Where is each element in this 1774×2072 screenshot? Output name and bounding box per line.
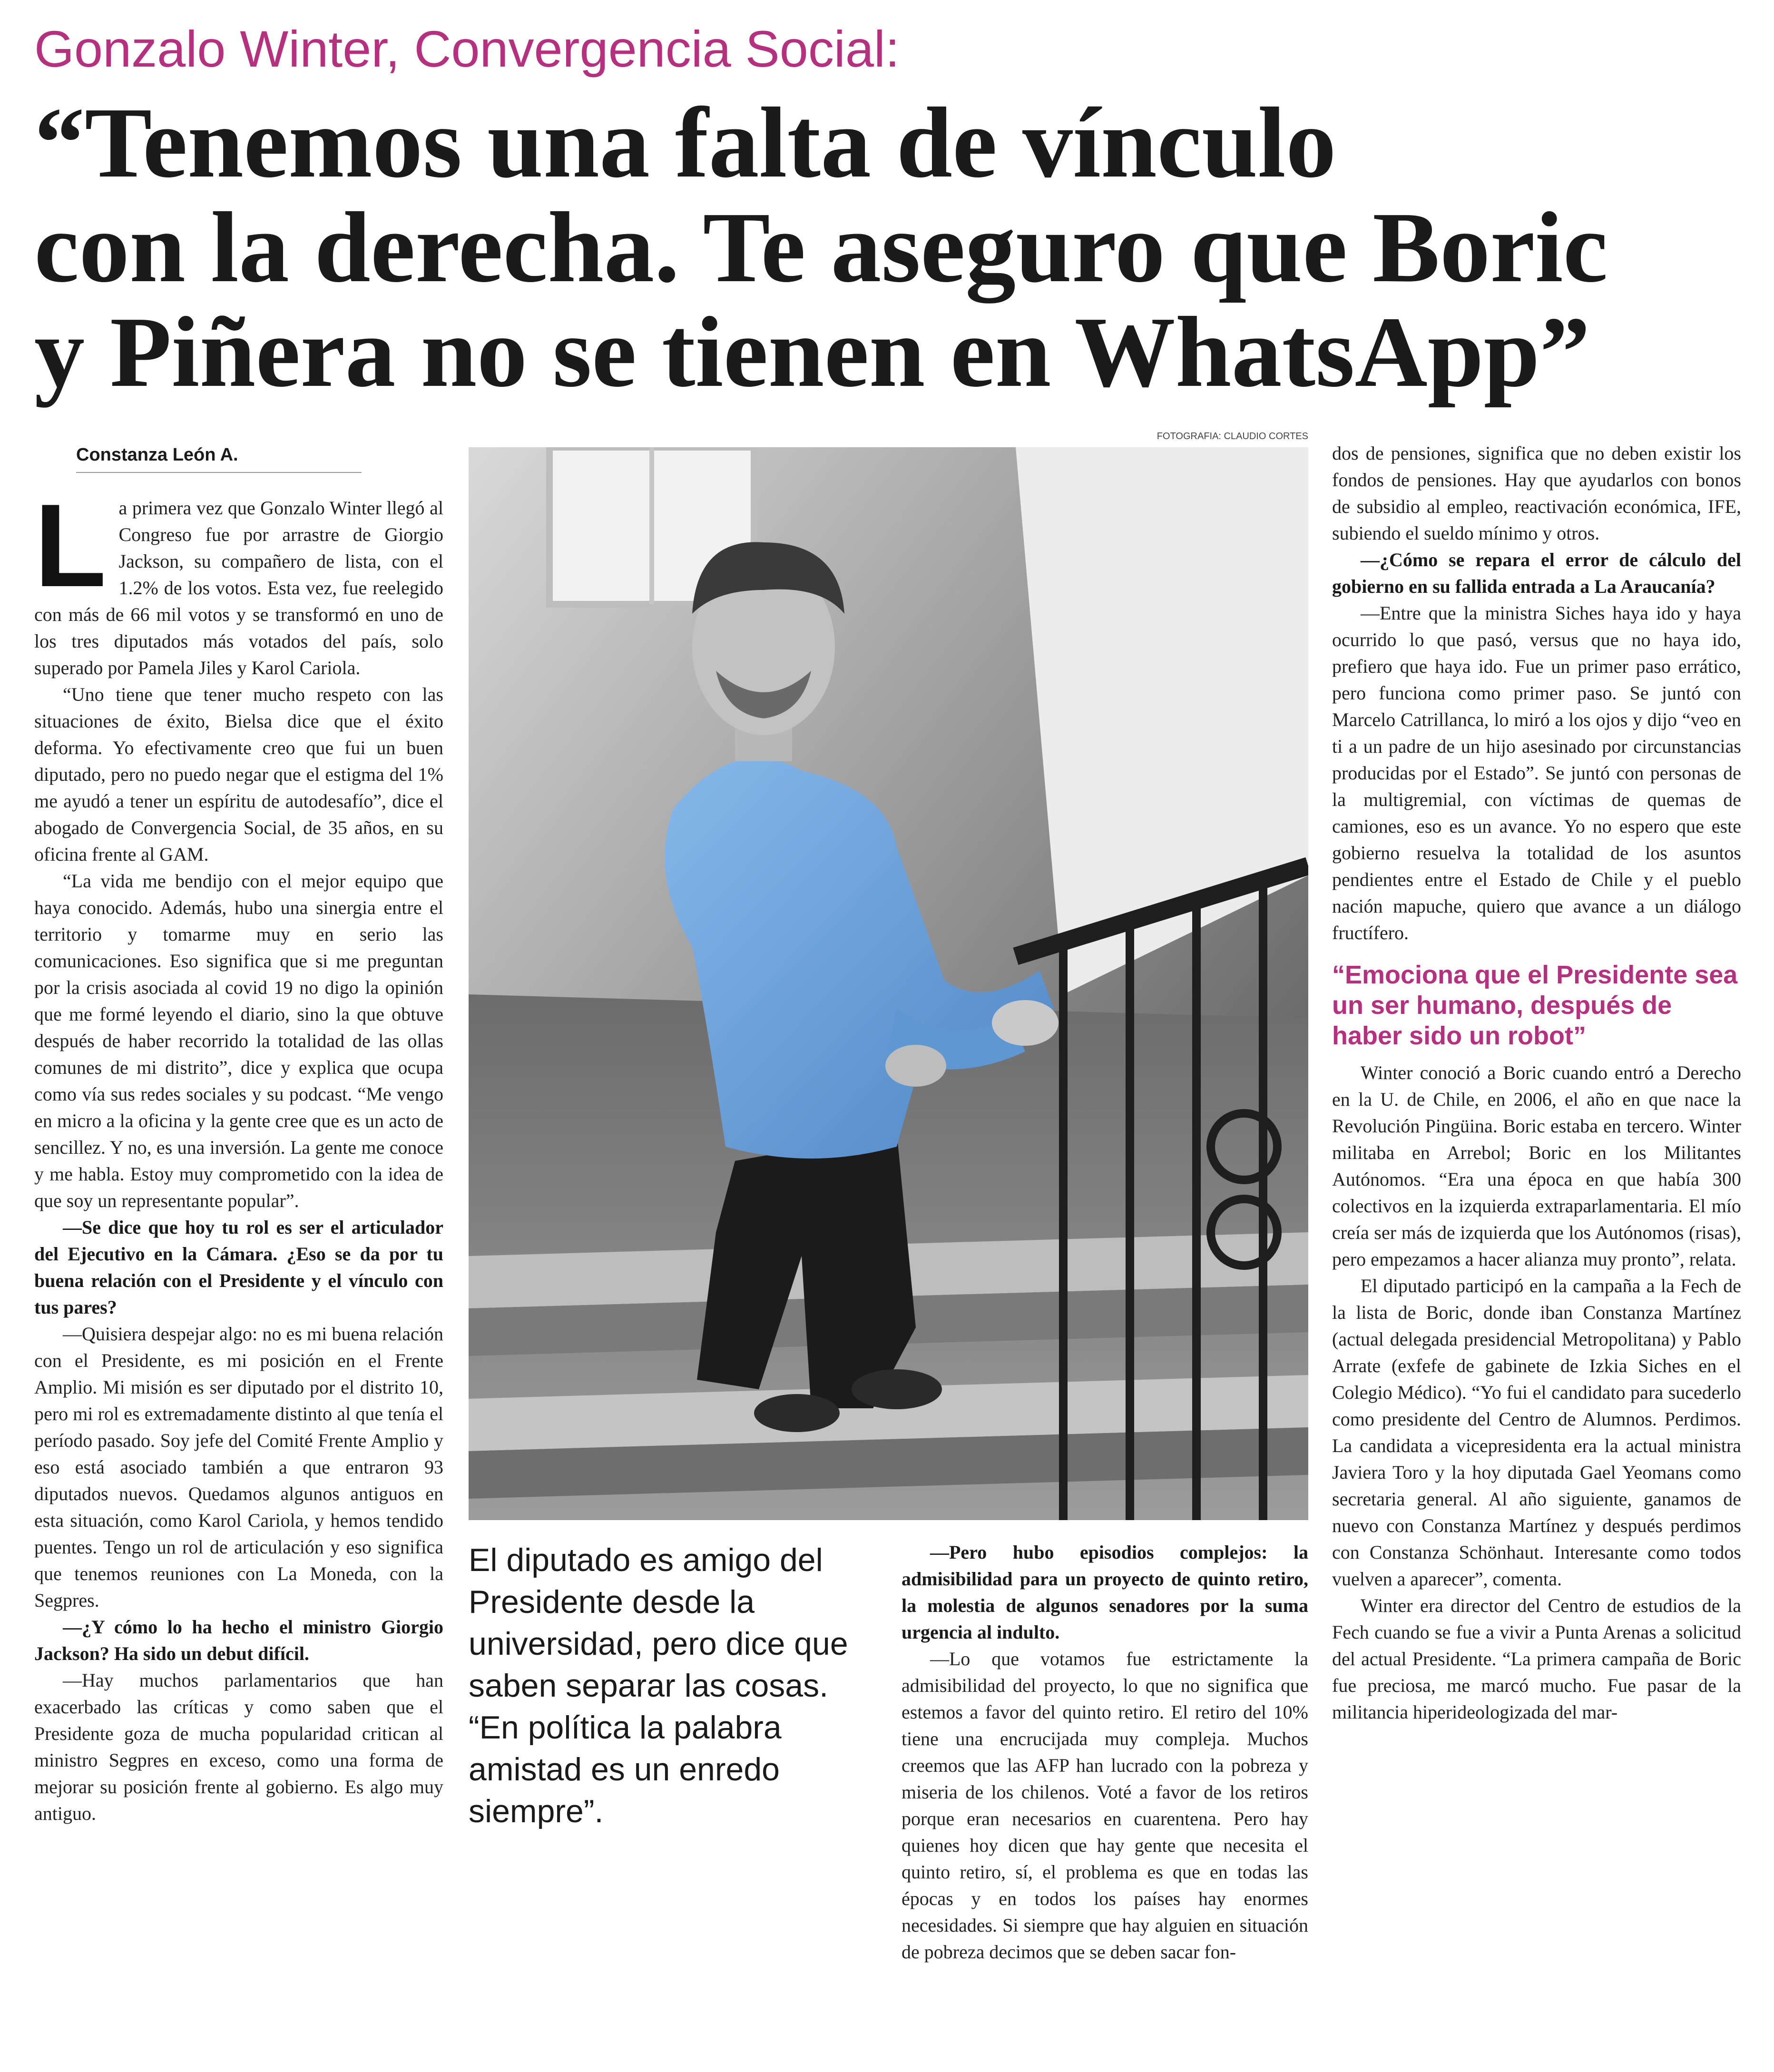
headline-line: “Tenemos una falta de vínculo bbox=[34, 87, 1336, 198]
pull-quote: El diputado es amigo del Presidente desde la universidad, pero dice que saben separar las cosas. “En política la palabra amistad es un enredo siempre”. bbox=[469, 1542, 848, 1829]
article-kicker: Gonzalo Winter, Convergencia Social: bbox=[34, 20, 900, 78]
interview-answer: —Entre que la ministra Siches haya ido y haya ocurrido lo que pasó, versus que no haya ido, prefiero que haya ido. Fue un primer paso errático, pero funciona como primer paso. Se juntó con Marcelo Catrillanca, lo miró a los ojos y dijo “veo en ti a un padre de un hijo asesinado por circunstancias producidas por el Estado”. Se juntó con personas de la multigremial, con víctimas de quemas de camiones, eso es un avance. Yo no espero que este gobierno resuelva la totalidad de los asuntos pendientes entre el Estado de Chile y el pueblo nación mapuche, quiero que avance a un diálogo fructífero. bbox=[1332, 602, 1741, 943]
lead-paragraph bbox=[34, 479, 443, 681]
column-2 bbox=[902, 1539, 1308, 1965]
body-paragraph: Winter era director del Centro de estudios de la Fech cuando se fue a vivir a Punta Arenas a solicitud del actual Presidente. “La primera campaña de Boric fue preciosa, me marcó mucho. Fue pasar de la militancia hiperideologizada del mar- bbox=[1332, 1595, 1741, 1723]
body-paragraph: dos de pensiones, significa que no deben existir los fondos de pensiones. Hay que ayudarlos con bonos de subsidio al empleo, reactivación económica, IFE, subiendo el sueldo mínimo y otros. bbox=[1332, 442, 1741, 544]
headline-line: y Piñera no se tienen en WhatsApp” bbox=[34, 296, 1590, 408]
column-3 bbox=[1332, 440, 1741, 1726]
column-1 bbox=[34, 479, 443, 1827]
article-headline bbox=[34, 87, 1756, 408]
photo-portrait bbox=[469, 447, 1308, 1520]
body-paragraph: “La vida me bendijo con el mejor equipo que haya conocido. Además, hubo una sinergia entre el territorio y tomarme muy en serio las comunicaciones. Eso significa que si me preguntan por la crisis asociada al covid 19 no digo la opinión que me formé leyendo el diario, sino la que obtuve después de haber recorrido la totalidad de las ollas comunes de mi distrito”, dice y explica que ocupa como vía sus redes sociales y su podcast. “Me vengo en micro a la oficina y la gente cree que es un acto de sencillez. Y no, es una inversión. La gente me conoce y me habla. Estoy muy comprometido con la idea de que soy un representante popular”. bbox=[34, 870, 443, 1211]
article-photo bbox=[469, 447, 1308, 1520]
photo-credit: FOTOGRAFIA: CLAUDIO CORTES bbox=[1157, 431, 1308, 442]
interview-question: —Se dice que hoy tu rol es ser el articulador del Ejecutivo en la Cámara. ¿Eso se da por tu buena relación con el Presidente y el vínculo con tus pares? bbox=[34, 1217, 443, 1318]
drop-cap: L bbox=[34, 479, 107, 611]
section-subhead: “Emociona que el Presidente sea un ser humano, después de haber sido un robot” bbox=[1332, 961, 1738, 1050]
interview-answer: —Hay muchos parlamentarios que han exacerbado las críticas y como saben que el Presidente goza de mucha popularidad critican al ministro Segpres en exceso, como una forma de mejorar su posición frente al gobierno. Es algo muy antiguo. bbox=[34, 1669, 443, 1824]
interview-answer: —Quisiera despejar algo: no es mi buena relación con el Presidente, es mi posición en el Frente Amplio. Mi misión es ser diputado por el distrito 10, pero mi rol es extremadamente distinto al que tenía el período pasado. Soy jefe del Comité Frente Amplio y eso está asociado también a que entraron 93 diputados nuevos. Quedamos algunos antiguos en esta situación, como Karol Cariola, y hemos tendido puentes. Tengo un rol de articulación y eso significa que tenemos reuniones con La Moneda, con la Segpres. bbox=[34, 1323, 443, 1611]
body-paragraph: “Uno tiene que tener mucho respeto con las situaciones de éxito, Bielsa dice que el éxito deforma. Yo efectivamente creo que fui un buen diputado, pero no puedo negar que el estigma del 1% me ayudó a tener un espíritu de autodesafío”, dice el abogado de Convergencia Social, de 35 años, en su oficina frente al GAM. bbox=[34, 684, 443, 865]
interview-answer: —Lo que votamos fue estrictamente la admisibilidad del proyecto, lo que no significa que estemos a favor del quinto retiro. El retiro del 10% tiene una encrucijada muy compleja. Muchos creemos que las AFP han lucrado con la pobreza y miseria de los chilenos. Voté a favor de los retiros porque eran necesarios en cuarentena. Pero hay quienes hoy dicen que hay gente que necesita el quinto retiro, sí, el problema es que en todas las épocas y en todos los países hay enormes necesidades. Si siempre que hay alguien en situación de pobreza decimos que se deben sacar fon- bbox=[902, 1648, 1308, 1963]
lead-text: a primera vez que Gonzalo Winter llegó al Congreso fue por arrastre de Giorgio Jackson, su compañero de lista, con el 1.2% de los votos. Esta vez, fue reelegido con más de 66 mil votos y se transformó en uno de los tres diputados más votados del país, solo superado por Pamela Jiles y Karol Cariola. bbox=[34, 497, 443, 678]
body-paragraph: Winter conoció a Boric cuando entró a Derecho en la U. de Chile, en 2006, el año en que nace la Revolución Pingüina. Boric estaba en tercero. Winter militaba en Arrebol; Boric en los Militantes Autónomos. “Era una época en que había 300 colectivos en la izquierda extraparlamentaria. El mío creía ser más de izquierda que los Autónomos (risas), pero empezamos a hacer alianza muy pronto”, relata. bbox=[1332, 1062, 1741, 1270]
interview-question: —¿Cómo se repara el error de cálculo del gobierno en su fallida entrada a La Araucanía? bbox=[1332, 549, 1741, 597]
body-paragraph: El diputado participó en la campaña a la Fech de la lista de Boric, donde iban Constanza Martínez (actual delegada presidencial Metropolitana) y Pablo Arrate (exfefe de gabinete de Izkia Siches en el Colegio Médico). “Yo fui el candidato para sucederlo como presidente del Centro de Alumnos. Perdimos. La candidata a vicepresidenta era la actual ministra Javiera Toro y la hoy diputada Gael Yeomans como secretaria general. Al año siguiente, ganamos de nuevo con Constanza Martínez y después perdimos con Constanza Schönhaut. Interesante como todos vuelven a aparecer”, comenta. bbox=[1332, 1275, 1741, 1590]
byline: Constanza León A. bbox=[76, 445, 362, 473]
interview-question: —¿Y cómo lo ha hecho el ministro Giorgio Jackson? Ha sido un debut difícil. bbox=[34, 1616, 443, 1664]
interview-question: —Pero hubo episodios complejos: la admisibilidad para un proyecto de quinto retiro, la molestia de algunos senadores por la suma urgencia al indulto. bbox=[902, 1542, 1308, 1643]
headline-line: con la derecha. Te aseguro que Boric bbox=[34, 191, 1608, 303]
